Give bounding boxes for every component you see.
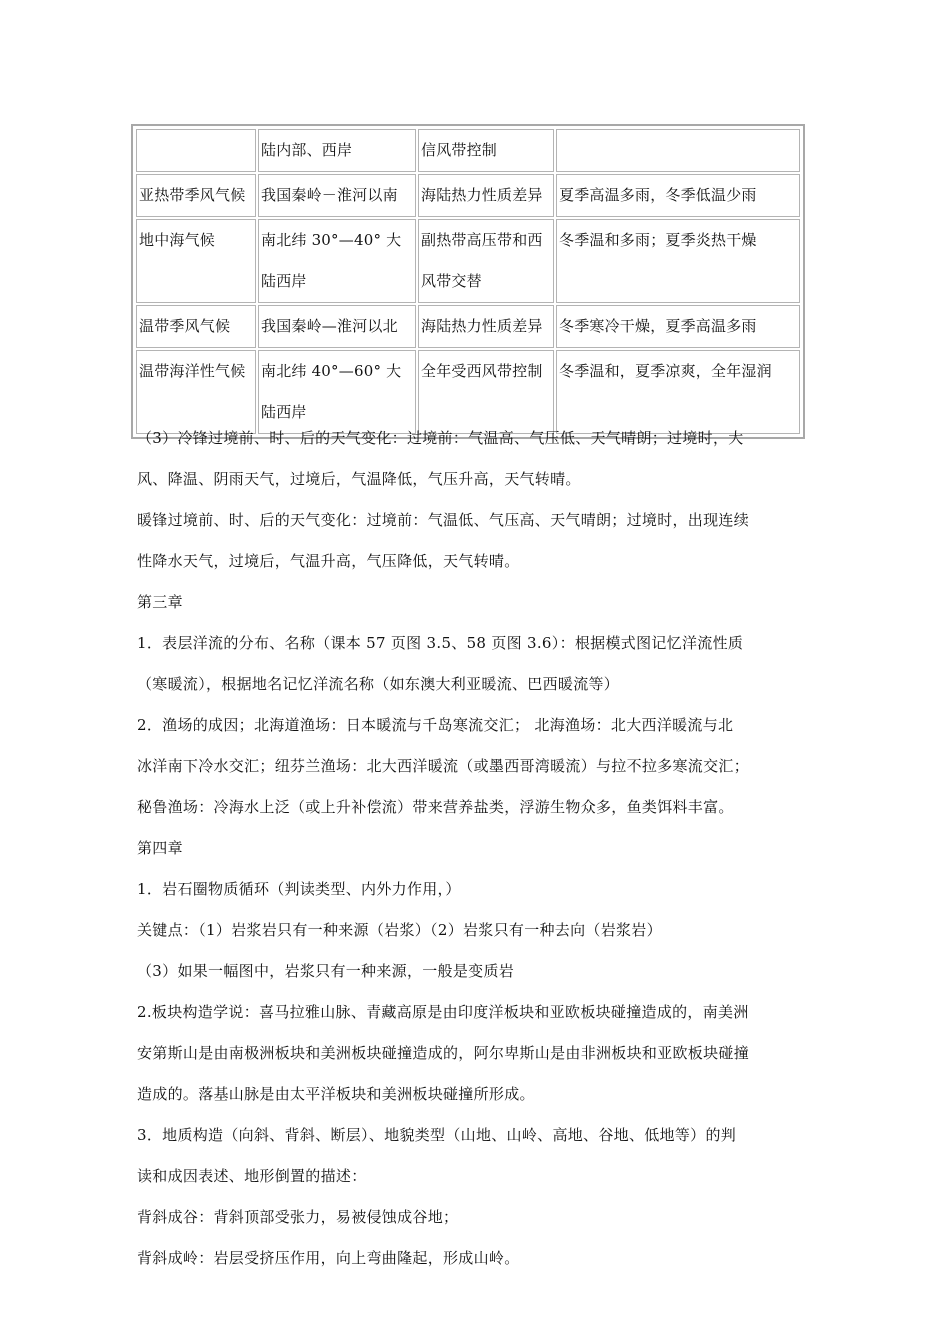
text-line: 暖锋过境前、时、后的天气变化：过境前：气温低、气压高、天气晴朗；过境时，出现连续 bbox=[137, 511, 750, 529]
table-cell: 冬季温和多雨；夏季炎热干燥 bbox=[556, 219, 800, 303]
table-cell: 温带海洋性气候 bbox=[136, 350, 256, 434]
table-cell: 温带季风气候 bbox=[136, 305, 256, 348]
text-line: 2.板块构造学说：喜马拉雅山脉、青藏高原是由印度洋板块和亚欧板块碰撞造成的，南美洲 bbox=[137, 1003, 749, 1021]
table-cell: 全年受西风带控制 bbox=[418, 350, 554, 434]
climate-table bbox=[131, 124, 805, 439]
table-cell: 海陆热力性质差异 bbox=[418, 174, 554, 217]
table-cell: 陆内部、西岸 bbox=[258, 129, 416, 172]
table-cell: 海陆热力性质差异 bbox=[418, 305, 554, 348]
text-line: 关键点：（1）岩浆岩只有一种来源（岩浆）（2）岩浆只有一种去向（岩浆岩） bbox=[137, 921, 662, 939]
text-line: 造成的。落基山脉是由太平洋板块和美洲板块碰撞所形成。 bbox=[137, 1085, 535, 1103]
text-line: （3）如果一幅图中，岩浆只有一种来源，一般是变质岩 bbox=[137, 962, 515, 980]
table-cell: 南北纬 30°—40° 大陆西岸 bbox=[258, 219, 416, 303]
table-cell: 南北纬 40°—60° 大陆西岸 bbox=[258, 350, 416, 434]
chapter-heading: 第四章 bbox=[137, 839, 183, 857]
text-line: 1．表层洋流的分布、名称（课本 57 页图 3.5、58 页图 3.6）：根据模式图记忆洋流性质 bbox=[137, 634, 744, 652]
table-cell: 我国秦岭－淮河以南 bbox=[258, 174, 416, 217]
table-row bbox=[136, 129, 800, 172]
text-line: 背斜成岭：岩层受挤压作用，向上弯曲隆起，形成山岭。 bbox=[137, 1249, 520, 1267]
text-line: 读和成因表述、地形倒置的描述： bbox=[137, 1167, 367, 1185]
text-line: 冰洋南下冷水交汇；纽芬兰渔场：北大西洋暖流（或墨西哥湾暖流）与拉不拉多寒流交汇； bbox=[137, 757, 750, 775]
text-line: 安第斯山是由南极洲板块和美洲板块碰撞造成的，阿尔卑斯山是由非洲板块和亚欧板块碰撞 bbox=[137, 1044, 750, 1062]
table-cell: 冬季温和，夏季凉爽，全年湿润 bbox=[556, 350, 800, 434]
table-cell: 我国秦岭—淮河以北 bbox=[258, 305, 416, 348]
text-line: 背斜成谷：背斜顶部受张力，易被侵蚀成谷地； bbox=[137, 1208, 459, 1226]
body-text bbox=[137, 418, 817, 1279]
chapter-heading: 第三章 bbox=[137, 593, 183, 611]
text-line: 2．渔场的成因；北海道渔场：日本暖流与千岛寒流交汇； 北海渔场：北大西洋暖流与北 bbox=[137, 716, 734, 734]
table-cell: 夏季高温多雨，冬季低温少雨 bbox=[556, 174, 800, 217]
text-line: （3）冷锋过境前、时、后的天气变化：过境前：气温高、气压低、天气晴朗；过境时，大 bbox=[137, 429, 744, 447]
text-line: （寒暖流），根据地名记忆洋流名称（如东澳大利亚暖流、巴西暖流等） bbox=[137, 675, 620, 693]
table-cell: 副热带高压带和西风带交替 bbox=[418, 219, 554, 303]
table-cell: 信风带控制 bbox=[418, 129, 554, 172]
climate-table-grid bbox=[134, 127, 802, 436]
table-cell bbox=[136, 129, 256, 172]
table-cell: 地中海气候 bbox=[136, 219, 256, 303]
table-row bbox=[136, 219, 800, 303]
text-line: 1．岩石圈物质循环（判读类型、内外力作用，） bbox=[137, 880, 461, 898]
text-line: 风、降温、阴雨天气，过境后，气温降低，气压升高，天气转晴。 bbox=[137, 470, 581, 488]
table-row bbox=[136, 305, 800, 348]
table-cell: 亚热带季风气候 bbox=[136, 174, 256, 217]
table-row bbox=[136, 174, 800, 217]
text-line: 性降水天气，过境后，气温升高，气压降低，天气转晴。 bbox=[137, 552, 520, 570]
text-line: 秘鲁渔场：冷海水上泛（或上升补偿流）带来营养盐类，浮游生物众多，鱼类饵料丰富。 bbox=[137, 798, 734, 816]
text-line: 3．地质构造（向斜、背斜、断层）、地貌类型（山地、山岭、高地、谷地、低地等）的判 bbox=[137, 1126, 737, 1144]
table-cell: 冬季寒冷干燥，夏季高温多雨 bbox=[556, 305, 800, 348]
table-cell bbox=[556, 129, 800, 172]
